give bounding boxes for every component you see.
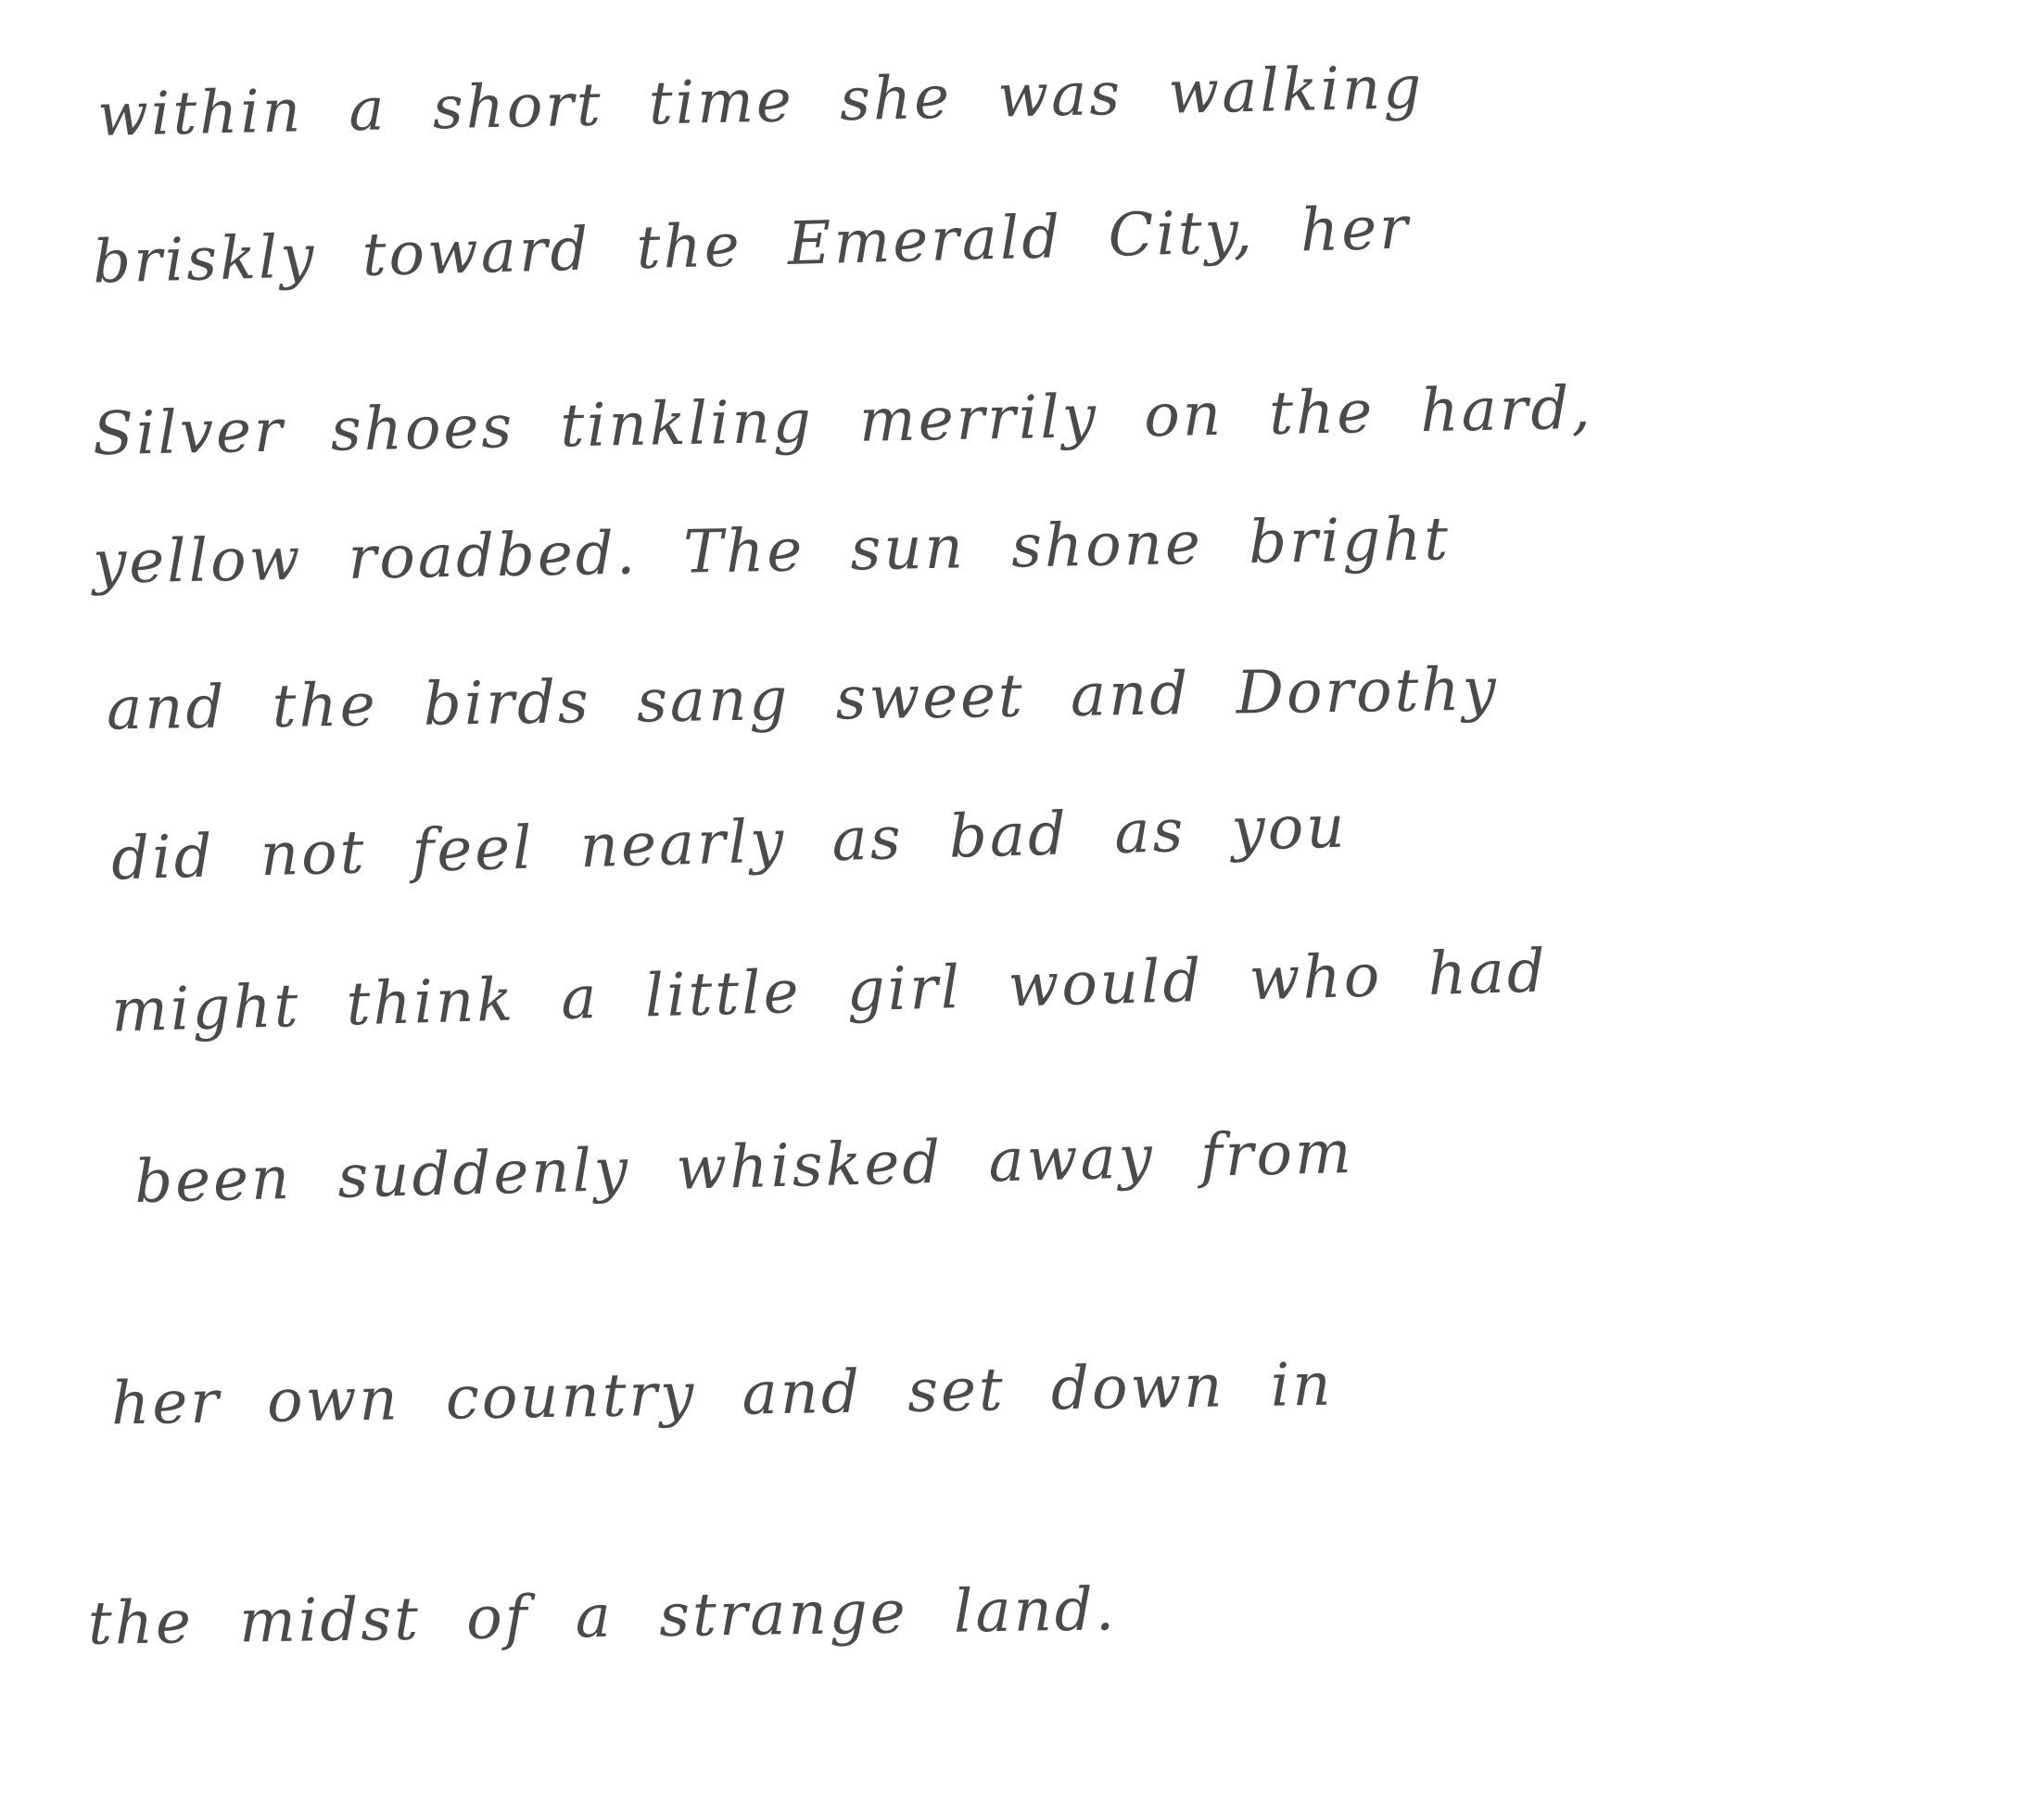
handwritten-line-5: and the birds sang sweet and Dorothy (106, 655, 1500, 744)
handwritten-line-8: been suddenly whisked away from (133, 1118, 1355, 1218)
handwritten-line-9: her own country and set down in (110, 1350, 1335, 1439)
handwritten-line-3: Silver shoes tinkling merrily on the hard, (92, 373, 1594, 470)
handwritten-line-7: might think a little girl would who had (110, 937, 1549, 1046)
handwritten-line-1: within a short time she was walking (96, 54, 1425, 150)
handwritten-line-4: yellow roadbed. The sun shone bright (92, 505, 1452, 598)
handwritten-line-10: the midst of a strange land. (87, 1575, 1118, 1659)
handwritten-line-2: briskly toward the Emerald City, her (92, 194, 1412, 297)
handwritten-line-6: did not feel nearly as bad as you (110, 792, 1349, 894)
